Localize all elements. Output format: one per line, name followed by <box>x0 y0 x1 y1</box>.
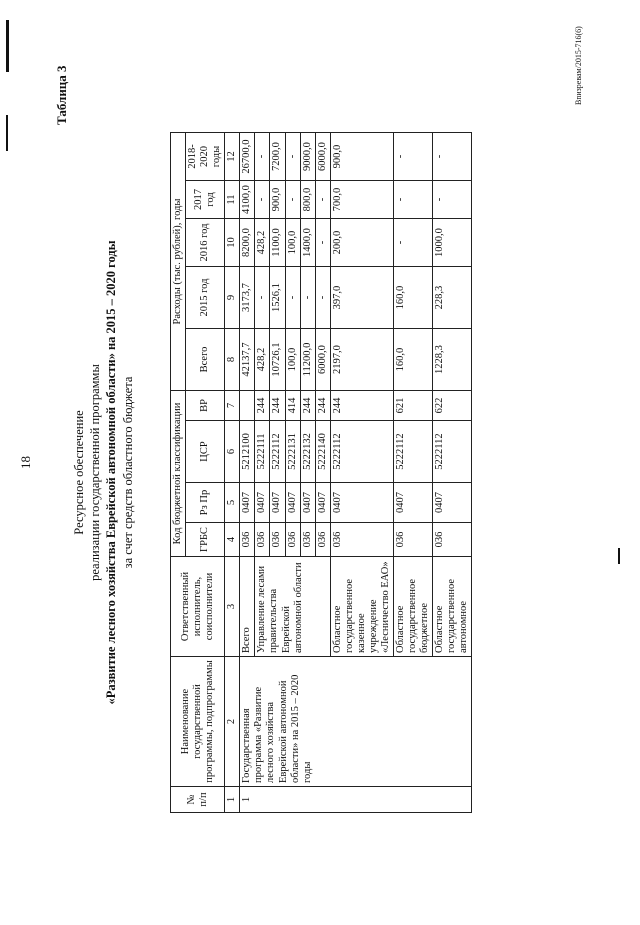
header-executor: Ответственный исполнитель, соисполнители <box>171 557 225 657</box>
row-number: 1 <box>240 787 472 813</box>
col-number: 9 <box>225 267 240 329</box>
title-line-2: реализации государственной программы <box>88 364 102 581</box>
cell-grbs: 036 <box>394 523 433 557</box>
cell-y2016: 1400,0 <box>300 219 315 267</box>
cell-y2015: - <box>315 267 330 329</box>
cell-vr <box>240 391 255 421</box>
cell-grbs: 036 <box>240 523 255 557</box>
cell-rzpr: 0407 <box>300 483 315 523</box>
cell-y2017: - <box>285 181 300 219</box>
cell-vr: 622 <box>433 391 472 421</box>
header-program-name: Наименование государственной программы, подпрограммы <box>171 657 225 787</box>
header-2016: 2016 год <box>186 219 225 267</box>
cell-y2016: 200,0 <box>330 219 393 267</box>
header-vr: ВР <box>186 391 225 421</box>
cell-y2017: 800,0 <box>300 181 315 219</box>
cell-y2017: - <box>394 181 433 219</box>
cell-y2018: - <box>285 133 300 181</box>
program-name: Государственная программа «Развитие лесного хозяйства Еврейской автономной области» на 2015 – 2020 годы <box>240 657 472 787</box>
header-row-1 <box>171 133 186 813</box>
cell-vr: 621 <box>394 391 433 421</box>
col-number: 12 <box>225 133 240 181</box>
cell-y2015: 160,0 <box>394 267 433 329</box>
cell-rzpr: 0407 <box>285 483 300 523</box>
cell-total: 100,0 <box>285 329 300 391</box>
cell-vr: 244 <box>270 391 285 421</box>
cell-csr: 5212100 <box>240 421 255 483</box>
cell-csr: 5222112 <box>270 421 285 483</box>
cell-y2017: 700,0 <box>330 181 393 219</box>
cell-y2017: - <box>255 181 270 219</box>
cell-total: 2197,0 <box>330 329 393 391</box>
cell-vr: 244 <box>315 391 330 421</box>
cell-vr: 414 <box>285 391 300 421</box>
column-number-row <box>225 133 240 813</box>
cell-total: 160,0 <box>394 329 433 391</box>
header-num: № п/п <box>171 787 225 813</box>
executor-cell: Областное государственное бюджетное <box>394 557 433 657</box>
executor-cell: Управление лесами правительства Еврейской автономной области <box>255 557 330 657</box>
cell-csr: 5222132 <box>300 421 315 483</box>
cell-total: 11200,0 <box>300 329 315 391</box>
cell-rzpr: 0407 <box>240 483 255 523</box>
cell-y2016: 428,2 <box>255 219 270 267</box>
header-expenses: Расходы (тыс. рублей), годы <box>171 133 186 391</box>
cell-grbs: 036 <box>315 523 330 557</box>
cell-y2015: 397,0 <box>330 267 393 329</box>
resource-table <box>170 132 472 813</box>
cell-y2018: - <box>394 133 433 181</box>
cell-vr: 244 <box>300 391 315 421</box>
cell-y2017: - <box>433 181 472 219</box>
executor-cell: Всего <box>240 557 255 657</box>
cell-y2016: 8200,0 <box>240 219 255 267</box>
header-2017: 2017 год <box>186 181 225 219</box>
cell-y2016: 1000,0 <box>433 219 472 267</box>
col-number: 3 <box>225 557 240 657</box>
cell-csr: 5222111 <box>255 421 270 483</box>
cell-rzpr: 0407 <box>270 483 285 523</box>
cell-y2016: 100,0 <box>285 219 300 267</box>
col-number: 4 <box>225 523 240 557</box>
cell-y2018: - <box>433 133 472 181</box>
cell-rzpr: 0407 <box>433 483 472 523</box>
cell-csr: 5222140 <box>315 421 330 483</box>
cell-y2018: - <box>255 133 270 181</box>
cell-total: 428,2 <box>255 329 270 391</box>
col-number: 11 <box>225 181 240 219</box>
cell-y2017: 4100,0 <box>240 181 255 219</box>
header-budget-code: Код бюджетной классификации <box>171 391 186 557</box>
cell-csr: 5222112 <box>330 421 393 483</box>
cell-y2018: 900,0 <box>330 133 393 181</box>
cell-total: 10726,1 <box>270 329 285 391</box>
cell-csr: 5222112 <box>394 421 433 483</box>
cell-y2016: 1100,0 <box>270 219 285 267</box>
cell-grbs: 036 <box>270 523 285 557</box>
cell-grbs: 036 <box>300 523 315 557</box>
title-line-1: Ресурсное обеспечение <box>72 410 86 535</box>
col-number: 5 <box>225 483 240 523</box>
cell-y2016: - <box>394 219 433 267</box>
title-line-3: «Развитие лесного хозяйства Еврейской автономной области» на 2015 – 2020 годы <box>104 240 118 705</box>
cell-vr: 244 <box>330 391 393 421</box>
cell-y2018: 9000,0 <box>300 133 315 181</box>
cell-y2018: 7200,0 <box>270 133 285 181</box>
cell-y2015: - <box>285 267 300 329</box>
document-stamp: Вnизpевам/2015-716(6) <box>574 26 583 105</box>
table-body <box>240 133 472 813</box>
header-2015: 2015 год <box>186 267 225 329</box>
cell-csr: 5222131 <box>285 421 300 483</box>
cell-rzpr: 0407 <box>330 483 393 523</box>
cell-y2015: - <box>255 267 270 329</box>
col-number: 1 <box>225 787 240 813</box>
col-number: 7 <box>225 391 240 421</box>
cell-y2015: 3173,7 <box>240 267 255 329</box>
col-number: 10 <box>225 219 240 267</box>
col-number: 6 <box>225 421 240 483</box>
header-total: Всего <box>186 329 225 391</box>
cell-csr: 5222112 <box>433 421 472 483</box>
cell-grbs: 036 <box>285 523 300 557</box>
col-number: 8 <box>225 329 240 391</box>
cell-grbs: 036 <box>255 523 270 557</box>
cell-rzpr: 0407 <box>394 483 433 523</box>
cell-grbs: 036 <box>330 523 393 557</box>
title-line-4: за счет средств областного бюджета <box>121 376 135 569</box>
cell-vr: 244 <box>255 391 270 421</box>
cell-grbs: 036 <box>433 523 472 557</box>
executor-cell: Областное государственное автономное <box>433 557 472 657</box>
cell-y2015: 228,3 <box>433 267 472 329</box>
cell-y2015: 1526,1 <box>270 267 285 329</box>
cell-y2018: 6000,0 <box>315 133 330 181</box>
cell-y2016: - <box>315 219 330 267</box>
executor-cell: Областное государственное казенное учреждение «Лесничество ЕАО» <box>330 557 393 657</box>
col-number: 2 <box>225 657 240 787</box>
cell-rzpr: 0407 <box>255 483 270 523</box>
cell-y2015: - <box>300 267 315 329</box>
page-number: 18 <box>18 456 33 469</box>
header-rzpr: Рз Пр <box>186 483 225 523</box>
cell-rzpr: 0407 <box>315 483 330 523</box>
cell-y2017: - <box>315 181 330 219</box>
cell-y2017: 900,0 <box>270 181 285 219</box>
cell-y2018: 26700,0 <box>240 133 255 181</box>
header-csr: ЦСР <box>186 421 225 483</box>
table-label: Таблица 3 <box>54 65 69 125</box>
cell-total: 6000,0 <box>315 329 330 391</box>
cell-total: 42137,7 <box>240 329 255 391</box>
header-grbs: ГРБС <box>186 523 225 557</box>
table-row <box>240 133 255 813</box>
header-2018-2020: 2018-2020 годы <box>186 133 225 181</box>
cell-total: 1228,3 <box>433 329 472 391</box>
